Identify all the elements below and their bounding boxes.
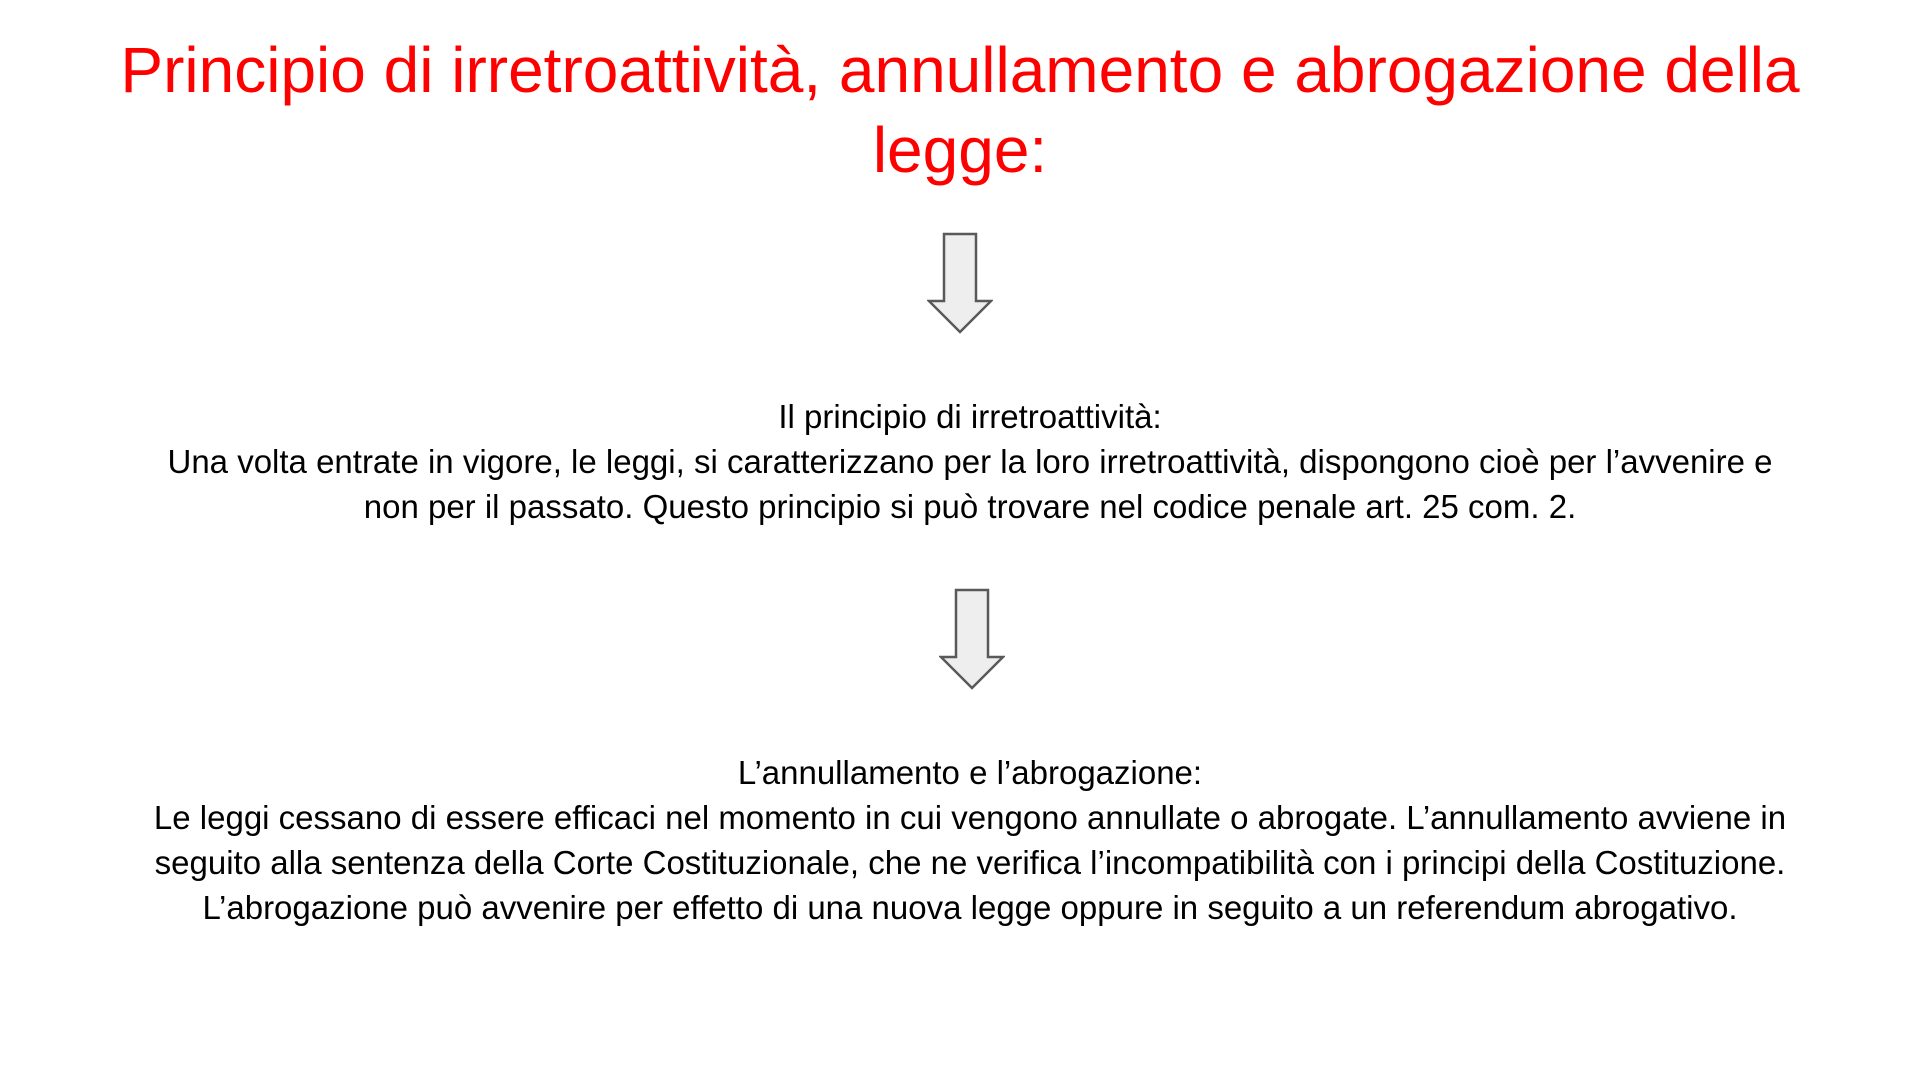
section-annullamento-abrogazione (60, 750, 1880, 930)
section-heading: L’annullamento e l’abrogazione: (737, 754, 1203, 791)
page-title: Principio di irretroattività, annullamento e abrogazione della legge: (120, 34, 1800, 186)
section-heading: Il principio di irretroattività: (778, 398, 1162, 435)
section-body: Le leggi cessano di essere efficaci nel momento in cui vengono annullate o abrogate. L’annullamento avviene in seguito alla sentenza della Corte Costituzionale, che ne verifica l’incompatibilità con i principi della Costituzione. (153, 799, 1796, 881)
section-body: Una volta entrate in vigore, le leggi, si caratterizzano per la loro irretroattività, dispongono cioè per l’avvenire e non per il passato. Questo principio si può trovare nel codice penale art. 25 com. 2. (167, 443, 1782, 525)
section-body-abrogazione: L’abrogazione può avvenire per effetto di una nuova legge oppure in seguito a un referendum abrogativo. (202, 889, 1738, 926)
section-irretroattivita (60, 394, 1880, 529)
down-arrow-icon (939, 588, 1005, 690)
down-arrow-icon (927, 232, 993, 334)
